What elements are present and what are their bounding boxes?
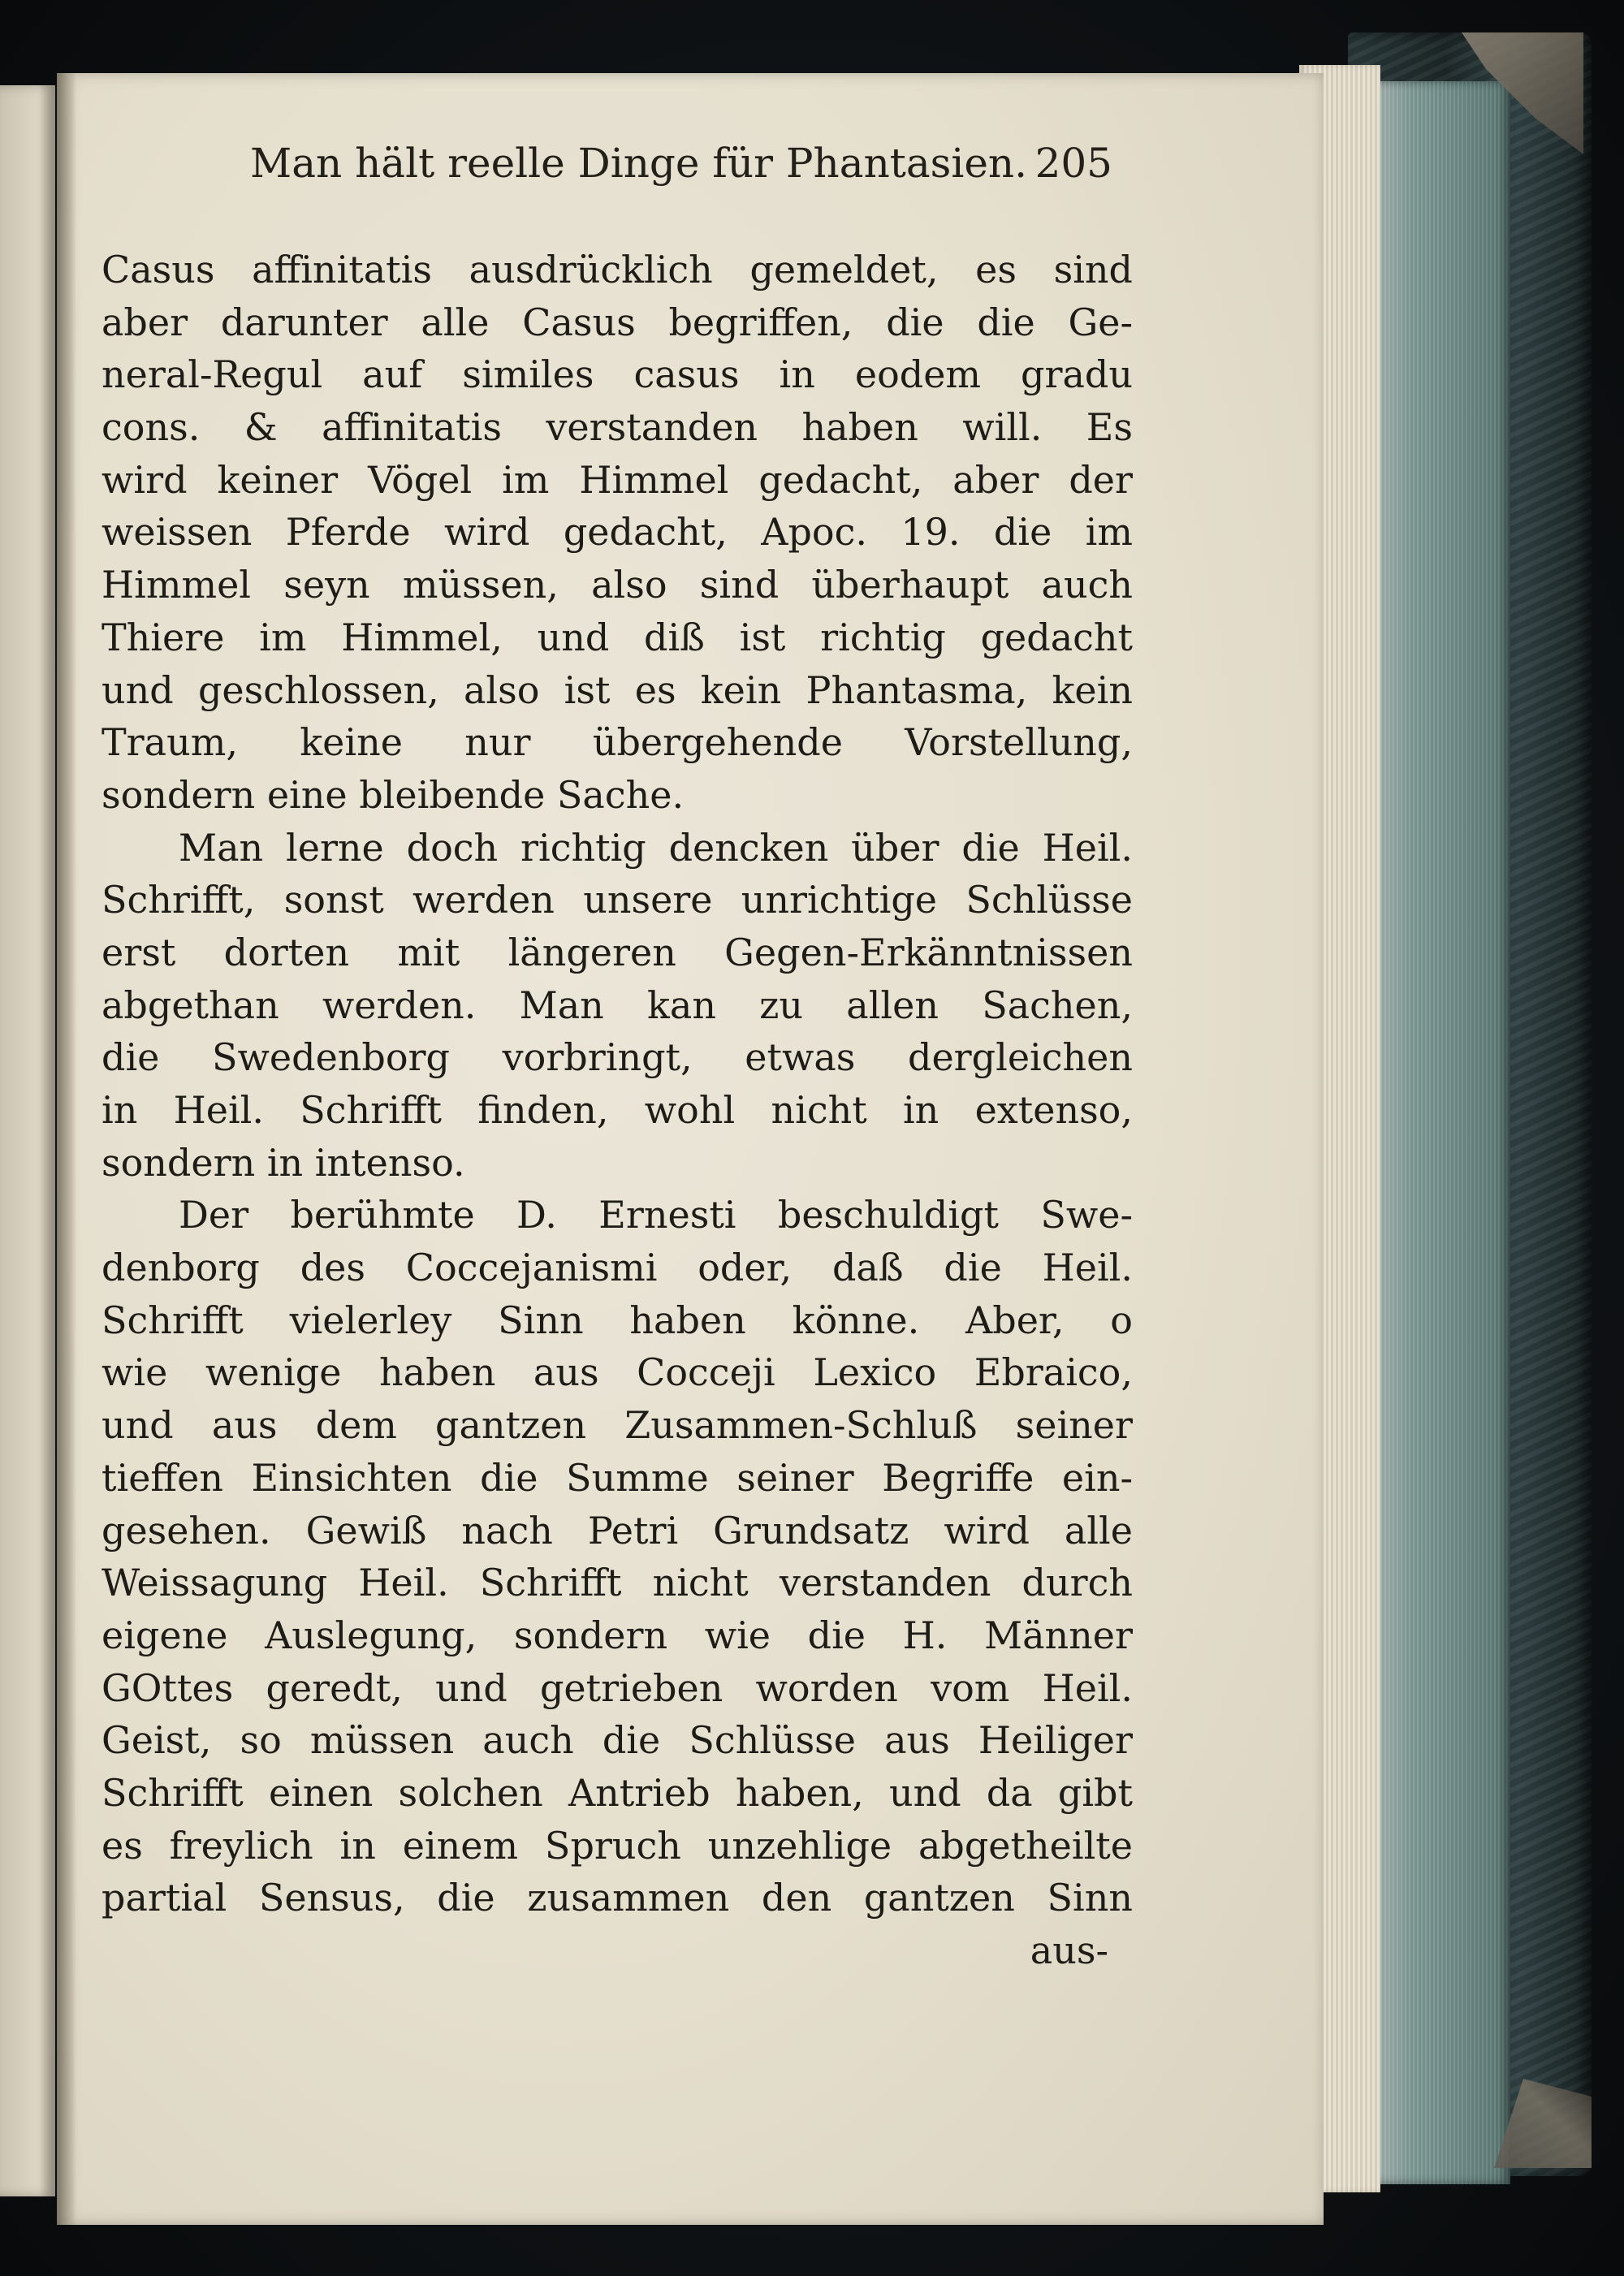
page-gutter <box>57 73 76 2225</box>
text-line: Thiere im Himmel, und diß ist richtig gedacht <box>102 615 1133 659</box>
text-line: sondern in intenso. <box>102 1140 465 1185</box>
running-head-title: Man hält reelle Dinge für Phantasien. <box>250 140 1028 187</box>
text-line: Weissagung Heil. Schrifft nicht verstanden durch <box>102 1561 1133 1605</box>
text-line: Schrifft, sonst werden unsere unrichtige Schlüsse <box>102 878 1133 922</box>
text-line: und aus dem gantzen Zusammen-Schluß seiner <box>102 1403 1133 1448</box>
text-line: in Heil. Schrifft finden, wohl nicht in extenso, <box>102 1088 1133 1132</box>
text-line: eigene Auslegung, sondern wie die H. Männer <box>102 1613 1133 1657</box>
facing-page-edge <box>0 85 55 2196</box>
text-line: cons. & affinitatis verstanden haben will. Es <box>102 405 1133 450</box>
page-number: 205 <box>1034 140 1112 187</box>
text-line: Schrifft einen solchen Antrieb haben, und da gibt <box>102 1770 1133 1815</box>
page-block-edges <box>1372 81 1510 2184</box>
text-line: denborg des Coccejanismi oder, daß die Heil. <box>102 1246 1133 1290</box>
paragraph-first-line: Der berühmte D. Ernesti beschuldigt Swe- <box>179 1193 1133 1237</box>
text-line: Traum, keine nur übergehende Vorstellung, <box>102 720 1133 765</box>
text-line: und geschlossen, also ist es kein Phantasma, kein <box>102 667 1133 712</box>
text-line: neral-Regul auf similes casus in eodem gradu <box>102 352 1133 397</box>
text-line: abgethan werden. Man kan zu allen Sachen, <box>102 983 1133 1027</box>
catchword: aus- <box>1030 1928 1108 1972</box>
text-line: GOttes geredt, und getrieben worden vom Heil. <box>102 1665 1133 1710</box>
text-line: gesehen. Gewiß nach Petri Grundsatz wird alle <box>102 1508 1133 1553</box>
text-line: Schrifft vielerley Sinn haben könne. Aber, o <box>102 1298 1133 1342</box>
text-line: sondern eine bleibende Sache. <box>102 772 685 817</box>
text-line: tieffen Einsichten die Summe seiner Begriffe ein- <box>102 1455 1133 1500</box>
text-line: partial Sensus, die zusammen den gantzen Sinn <box>102 1876 1133 1920</box>
text-line: aber darunter alle Casus begriffen, die die Ge- <box>102 300 1133 344</box>
text-line: Casus affinitatis ausdrücklich gemeldet, es sind <box>102 248 1133 292</box>
text-line: Himmel seyn müssen, also sind überhaupt auch <box>102 563 1133 607</box>
text-line: weissen Pferde wird gedacht, Apoc. 19. die im <box>102 510 1133 555</box>
paragraph-first-line: Man lerne doch richtig dencken über die Heil. <box>179 825 1133 870</box>
running-head <box>195 140 1112 213</box>
text-line: erst dorten mit längeren Gegen-Erkänntnissen <box>102 930 1133 974</box>
text-line: Geist, so müssen auch die Schlüsse aus Heiliger <box>102 1718 1133 1763</box>
text-line: die Swedenborg vorbringt, etwas dergleichen <box>102 1035 1133 1080</box>
text-line: es freylich in einem Spruch unzehlige abgetheilte <box>102 1823 1133 1868</box>
text-line: wird keiner Vögel im Himmel gedacht, aber der <box>102 457 1133 502</box>
body-text <box>102 244 1133 1977</box>
text-line: wie wenige haben aus Cocceji Lexico Ebraico, <box>102 1350 1133 1395</box>
